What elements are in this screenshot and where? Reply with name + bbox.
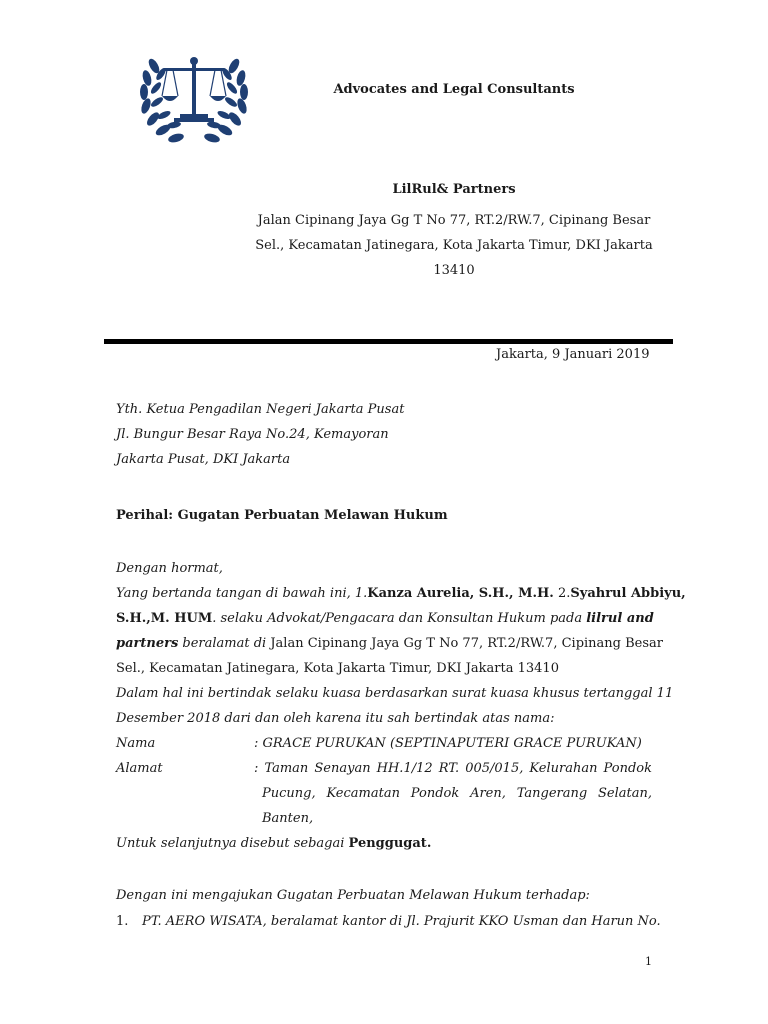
body-text: Jalan Cipinang Jaya Gg T No 77, RT.2/RW.7, Cipinang Besar [270, 636, 664, 651]
defendant-item [116, 909, 661, 934]
firm-address [254, 208, 654, 283]
party-name-label: Nama [116, 736, 156, 751]
letter-date: Jakarta, 9 Januari 2019 [496, 347, 650, 362]
designation-term: Penggugat. [348, 836, 432, 851]
body-text: . selaku Advokat/Pengacara dan Konsultan Hukum pada [212, 611, 587, 626]
firm-reference: lilrul and [586, 611, 654, 626]
scales-of-justice-laurel-icon [134, 44, 254, 148]
body-line [116, 606, 652, 631]
party-name-value: : GRACE PURUKAN (SEPTINAPUTERI GRACE PURUKAN) [254, 736, 642, 751]
page-number: 1 [645, 955, 652, 968]
body-line [116, 581, 686, 606]
header-divider [104, 339, 673, 344]
advocate-title: S.H.,M. HUM [116, 611, 213, 626]
body-line [116, 631, 664, 656]
advocate-name: Syahrul Abbiyu, [570, 586, 686, 601]
firm-address-line: 13410 [433, 263, 475, 278]
body-line: Sel., Kecamatan Jatinegara, Kota Jakarta Timur, DKI Jakarta 13410 [116, 661, 559, 676]
firm-heading: Advocates and Legal Consultants [333, 82, 575, 97]
salutation: Dengan hormat, [116, 561, 223, 576]
recipient-line: Jakarta Pusat, DKI Jakarta [116, 452, 291, 467]
body-text: beralamat di [178, 636, 271, 651]
party-address-line: Banten, [262, 811, 314, 826]
subject-line: Perihal: Gugatan Perbuatan Melawan Hukum [116, 508, 448, 523]
recipient-line: Yth. Ketua Pengadilan Negeri Jakarta Pusat [116, 402, 405, 417]
party-address-label: Alamat [116, 761, 163, 776]
firm-reference: partners [116, 636, 179, 651]
firm-name: LilRul& Partners [392, 182, 516, 197]
firm-address-line: Sel., Kecamatan Jatinegara, Kota Jakarta Timur, DKI Jakarta [255, 238, 653, 253]
firm-address-line: Jalan Cipinang Jaya Gg T No 77, RT.2/RW.7, Cipinang Besar [257, 213, 651, 228]
defendant-number: 1. [116, 914, 129, 929]
party-address-line: Pucung, Kecamatan Pondok Aren, Tangerang Selatan, [262, 786, 652, 801]
claim-intro: Dengan ini mengajukan Gugatan Perbuatan Melawan Hukum terhadap: [116, 888, 590, 903]
body-paragraph [116, 581, 686, 731]
party-address-line: : Taman Senayan HH.1/12 RT. 005/015, Kelurahan Pondok [254, 761, 652, 776]
body-text: 2. [553, 586, 571, 601]
advocate-name: Kanza Aurelia, S.H., M.H. [367, 586, 554, 601]
recipient-block [116, 397, 652, 472]
designation-prefix: Untuk selanjutnya disebut sebagai [116, 836, 349, 851]
body-line: Dalam hal ini bertindak selaku kuasa berdasarkan surat kuasa khusus tertanggal 11 [116, 686, 674, 701]
body-line: Desember 2018 dari dan oleh karena itu sah bertindak atas nama: [116, 711, 555, 726]
defendant-text: PT. AERO WISATA, beralamat kantor di Jl. Prajurit KKO Usman dan Harun No. [142, 914, 661, 929]
recipient-line: Jl. Bungur Besar Raya No.24, Kemayoran [116, 427, 389, 442]
body-text: Yang bertanda tangan di bawah ini, 1. [116, 586, 368, 601]
designation-line [116, 831, 652, 856]
party-address-value [254, 756, 652, 831]
